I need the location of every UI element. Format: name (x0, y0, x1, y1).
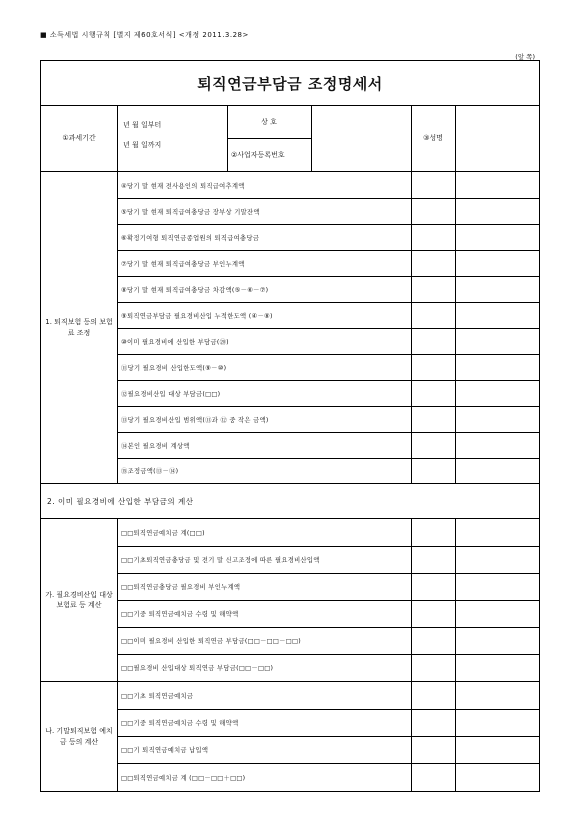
section1-item: ⑤당기 말 현재 퇴직급여충당금 장부상 기말잔액 (121, 208, 260, 216)
section1-item: ⑭본인 필요경비 계상액 (121, 442, 190, 450)
period-to[interactable]: 년 월 일까지 (123, 141, 162, 149)
section2b-label: 나. 기말퇴직보험 예치금 등의 계산 (45, 727, 113, 746)
section1 (41, 172, 539, 484)
trade-name-label: 상 호 (261, 117, 277, 126)
info-row (41, 105, 539, 172)
section2a-item: □□퇴직연금충당금 필요경비 부인누계액 (121, 584, 241, 591)
section1-item: ⑫필요경비산입 대상 부담금(□□) (121, 390, 221, 398)
section1-item: ⑦당기 말 현재 퇴직급여충당금 부인누계액 (121, 260, 245, 268)
section2-title-row (41, 484, 539, 519)
section1-item: ⑥확정기여형 퇴직연금종업원의 퇴직급여충당금 (121, 234, 260, 242)
section2a-item: □□이미 필요경비 산입한 퇴직연금 부담금(□□－□□－□□) (121, 638, 302, 645)
section2a-label: 가. 필요경비산입 대상 보험료 등 계산 (45, 590, 113, 609)
form-header-note: ■ 소득세법 시행규칙 [별지 제60호서식] <개정 2011.3.28> (40, 31, 249, 39)
section2a-item: □□필요경비 산입대상 퇴직연금 부담금(□□－□□) (121, 665, 274, 672)
section2a-item: □□기초퇴직연금충당금 및 전기 말 신고조정에 따른 필요경비산입액 (121, 557, 320, 564)
section2b (41, 682, 539, 791)
form-title: 퇴직연금부담금 조정명세서 (41, 61, 539, 106)
section2b-item: □□기 퇴직연금예치금 납입액 (121, 747, 209, 754)
section1-item: ⑪당기 필요경비 산입한도액(⑨－⑩) (121, 364, 227, 372)
section2-title: 2. 이미 필요경비에 산입한 부담금의 계산 (47, 496, 194, 506)
section1-item: ⑮조정금액(⑬－⑭) (121, 468, 179, 475)
section2a-item: □□퇴직연금예치금 계(□□) (121, 530, 205, 537)
section1-item: ⑧당기 말 현재 퇴직급여충당금 차감액(⑤－⑥－⑦) (121, 286, 269, 294)
period-label: ①과세기간 (62, 134, 96, 142)
page-side-label: (앞 쪽) (515, 53, 535, 61)
section2b-item: □□기초 퇴직연금예치금 (121, 693, 194, 700)
section1-item: ⑩이미 필요경비에 산입한 부담금(⑳) (121, 338, 229, 346)
section1-item: ⑨퇴직연금부담금 필요경비산입 누적한도액 (④－⑧) (121, 312, 273, 320)
name-label: ③성명 (423, 134, 443, 142)
form-table (40, 60, 540, 792)
section2b-item: □□기중 퇴직연금예치금 수령 및 해약액 (121, 720, 239, 727)
section2a-item: □□기중 퇴직연금예치금 수령 및 해약액 (121, 611, 239, 618)
section1-label: 1. 퇴직보험 등의 보험료 조정 (45, 318, 113, 337)
section1-item: ⑬당기 필요경비산입 범위액(⑪과 ⑫ 중 작은 금액) (121, 416, 269, 424)
biz-no-label: ②사업자등록번호 (231, 150, 285, 159)
section2a (41, 519, 539, 682)
section2b-item: □□퇴직연금예치금 계 (□□－□□＋□□) (121, 774, 246, 782)
section1-item: ④당기 말 현재 전사용인의 퇴직급여추계액 (121, 182, 245, 190)
period-from[interactable]: 년 월 일부터 (123, 121, 162, 129)
